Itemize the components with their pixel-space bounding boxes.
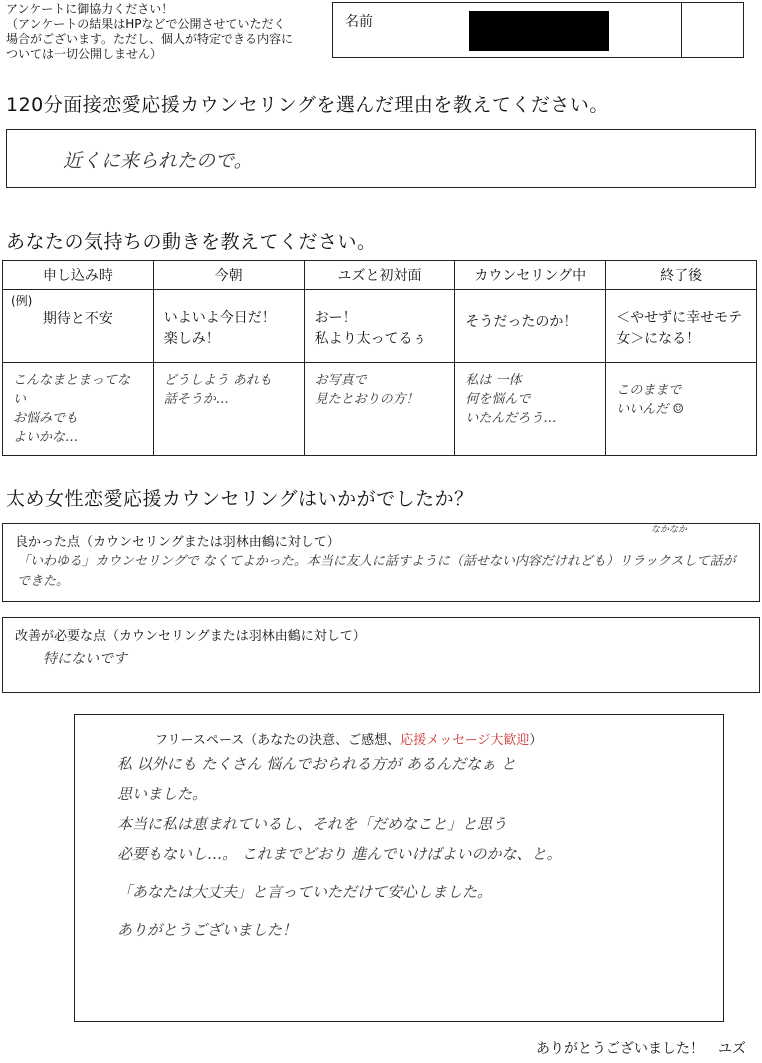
free-line: 私 以外にも たくさん 悩んでおられる方が あるんだなぁ と [117, 755, 516, 773]
good-points-label: 良かった点（カウンセリングまたは羽林由鶴に対して） [15, 535, 340, 550]
free-line: 必要もないし…。 これまでどおり 進んでいけばよいのかな、と。 [117, 845, 562, 863]
example-text: いよいよ今日だ！ 楽しみ！ [163, 310, 276, 347]
intro-line: アンケートに御協力ください！ [6, 2, 174, 16]
footer-thanks: ありがとうございました！ ユズ [536, 1041, 746, 1057]
improvement-label: 改善が必要な点（カウンセリングまたは羽林由鶴に対して） [15, 629, 366, 644]
name-redaction [469, 11, 609, 51]
example-label: (例) [11, 294, 33, 308]
example-cell [606, 290, 757, 363]
free-space-text [117, 753, 697, 949]
name-divider [681, 3, 682, 57]
good-points-answer: 「いわゆる」カウンセリングで なくてよかった。本当に友人に話すように（話せない内容だけれども）リラックスして話ができた。 [17, 554, 736, 589]
handwritten-answer: お写真で 見たとおりの方！ [314, 373, 419, 407]
free-space-label [155, 729, 542, 748]
answer-cell [3, 363, 154, 456]
improvement-box [2, 617, 760, 693]
free-line: 思いました。 [117, 785, 208, 803]
example-cell [455, 290, 606, 363]
column-header: 終了後 [606, 261, 757, 290]
good-points-ruby: なかなか [651, 525, 688, 535]
intro-line: 場合がございます。ただし、個人が特定できる内容に [6, 32, 294, 46]
answer-cell [304, 363, 455, 456]
free-space-label-highlight: 応援メッセージ大歓迎 [400, 733, 530, 748]
example-text: そうだったのか！ [465, 314, 578, 330]
improvement-answer: 特にないです [43, 651, 127, 667]
handwritten-answer: どうしよう あれも 話そうか… [163, 373, 272, 407]
column-header: カウンセリング中 [455, 261, 606, 290]
intro-line: ついては一切公開しません） [6, 47, 163, 61]
intro-text [6, 2, 336, 62]
feelings-table [2, 260, 757, 456]
handwritten-answer: 私は 一体 何を悩んで いたんだろう… [465, 373, 557, 426]
column-header: ユズと初対面 [304, 261, 455, 290]
good-points-box [2, 523, 760, 602]
answer-1-text: 近くに来られたので。 [63, 150, 253, 172]
table-header-row [3, 261, 757, 290]
question-2: あなたの気持ちの動きを教えてください。 [6, 231, 377, 253]
answer-cell [153, 363, 304, 456]
answer-cell [455, 363, 606, 456]
free-line: ありがとうございました！ [117, 921, 298, 939]
question-3: 太め女性恋愛応援カウンセリングはいかがでしたか？ [6, 488, 474, 510]
example-cell [304, 290, 455, 363]
free-space-box [74, 714, 724, 1022]
example-text: 期待と不安 [42, 311, 113, 327]
intro-line: （アンケートの結果はHPなどで公開させていただく [6, 17, 286, 31]
free-line: 本当に私は恵まれているし、それを「だめなこと」と思う [117, 815, 508, 833]
column-header: 今朝 [153, 261, 304, 290]
name-field [332, 2, 744, 58]
answer-cell [606, 363, 757, 456]
free-space-label-end: ） [529, 733, 543, 748]
question-1: 120分面接恋愛応援カウンセリングを選んだ理由を教えてください。 [6, 94, 609, 116]
handwritten-answer: このままで いいんだ ☺ [616, 383, 684, 417]
example-row [3, 290, 757, 363]
example-text: おー！ 私より太ってるぅ [314, 310, 427, 347]
name-label: 名前 [345, 14, 373, 30]
free-space-label-main: フリースペース（あなたの決意、ご感想、 [155, 733, 401, 748]
answer-row [3, 363, 757, 456]
example-cell [3, 290, 154, 363]
free-line: 「あなたは大丈夫」と言っていただけて安心しました。 [117, 883, 493, 901]
column-header: 申し込み時 [3, 261, 154, 290]
handwritten-answer: こんなまとまってない お悩みでも よいかな… [13, 373, 131, 445]
answer-1-box [6, 129, 756, 188]
example-text: ＜やせずに幸せモテ女＞になる！ [616, 310, 743, 347]
example-cell [153, 290, 304, 363]
